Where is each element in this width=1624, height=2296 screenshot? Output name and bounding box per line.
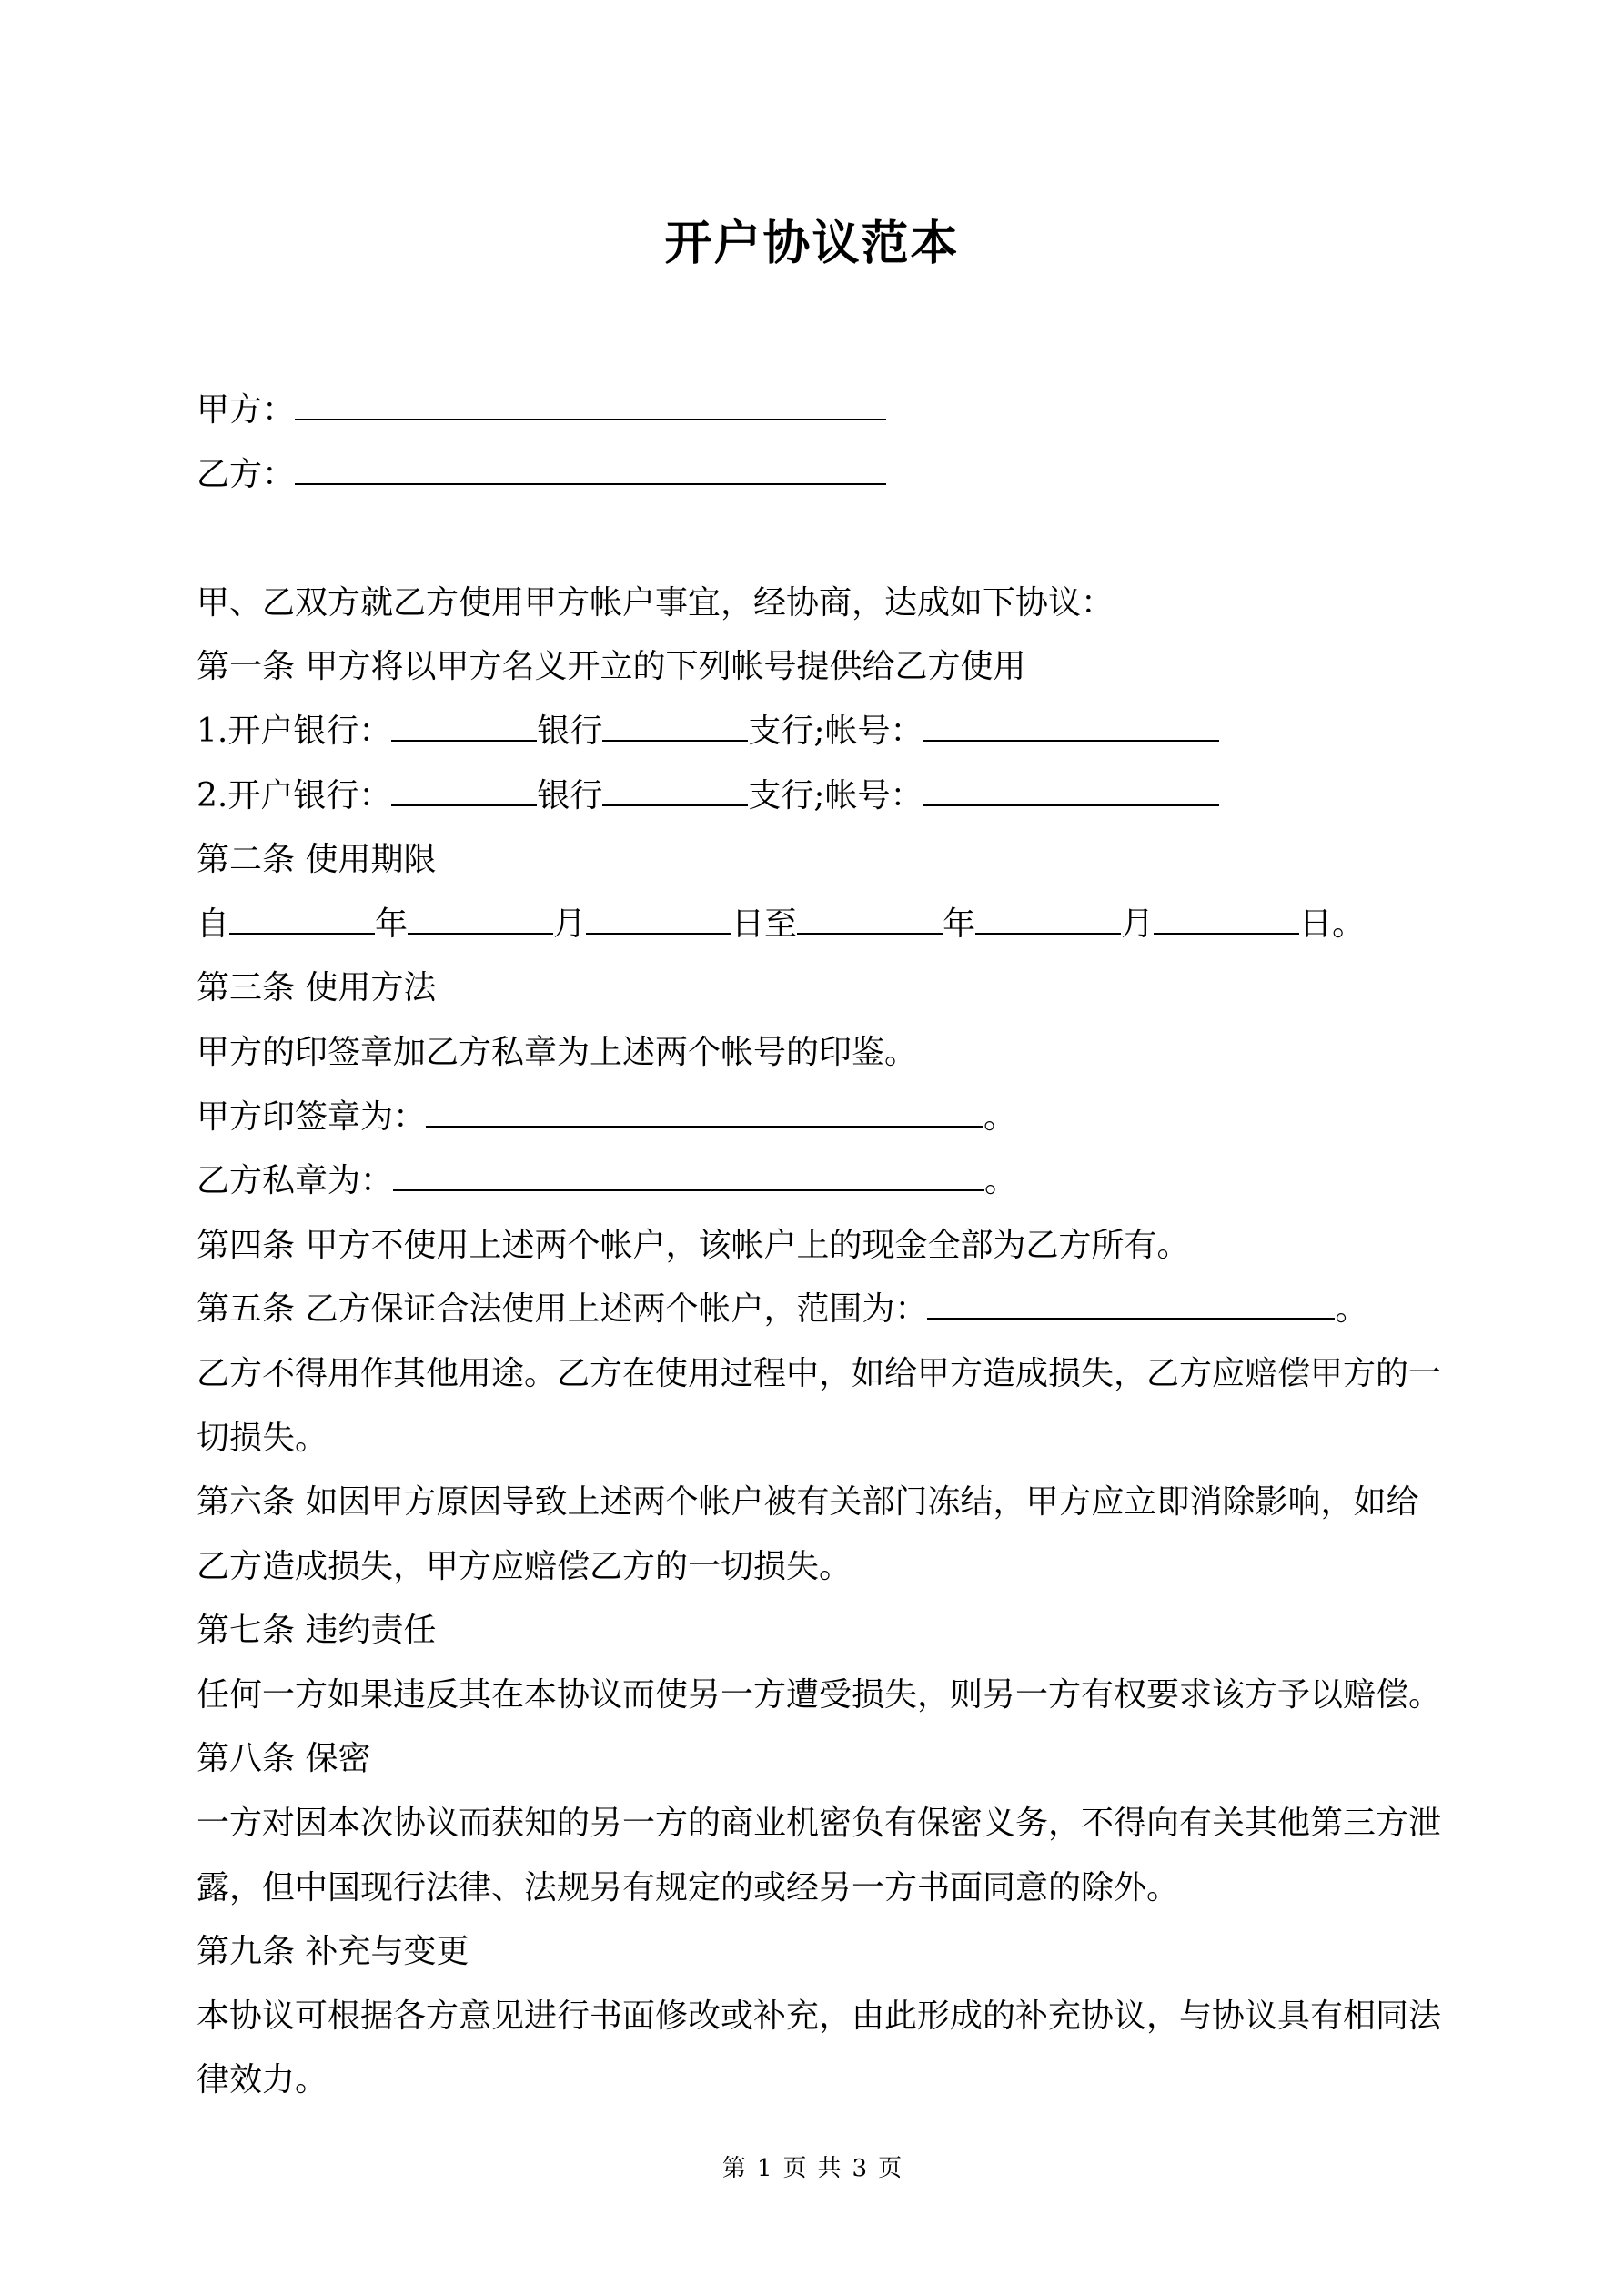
party-a-label: 甲方： [197, 391, 296, 429]
article-7-heading: 第七条 违约责任 [197, 1612, 437, 1650]
article-7-text: 任何一方如果违反其在本协议而使另一方遭受损失，则另一方有权要求该方予以赔偿。 [197, 1675, 1442, 1714]
start-day-blank[interactable] [586, 905, 731, 935]
end-day-blank[interactable] [1154, 905, 1299, 935]
article-9-text: 本协议可根据各方意见进行书面修改或补充，由此形成的补充协议，与协议具有相同法律效力。 [197, 1997, 1442, 2099]
month-label: 月 [1121, 905, 1155, 943]
seal-a-blank[interactable] [426, 1098, 983, 1128]
seal-a-label: 甲方印签章为： [197, 1097, 427, 1136]
end-month-blank[interactable] [975, 905, 1121, 935]
intro: 甲、乙双方就乙方使用甲方帐户事宜，经协商，达成如下协议： [197, 583, 1115, 622]
spacer [197, 507, 1445, 571]
account-row-2 [197, 764, 1445, 829]
party-b-blank[interactable] [295, 456, 886, 485]
bank-label: 银行 [537, 712, 603, 750]
current-page: 1 [756, 2155, 772, 2182]
from-label: 自 [197, 905, 230, 943]
account-blank[interactable] [923, 777, 1219, 806]
period: 。 [984, 1162, 1018, 1200]
start-month-blank[interactable] [408, 905, 553, 935]
account-row-1 [197, 700, 1445, 764]
period-line [197, 893, 1445, 957]
party-a-line [197, 379, 1445, 443]
seal-a-line [197, 1086, 1445, 1150]
branch-blank[interactable] [602, 777, 748, 806]
start-year-blank[interactable] [229, 905, 375, 935]
article-9-heading: 第九条 补充与变更 [197, 1933, 469, 1971]
article-5-text: 乙方不得用作其他用途。乙方在使用过程中，如给甲方造成损失，乙方应赔偿甲方的一切损失。 [197, 1354, 1442, 1457]
seal-b-label: 乙方私章为： [197, 1162, 394, 1200]
branch-account-label: 支行;帐号： [748, 776, 923, 814]
footer-text: 共 [817, 2155, 842, 2182]
document-body [197, 379, 1445, 2113]
year-label: 年 [375, 905, 409, 943]
year-label: 年 [943, 905, 976, 943]
bank-blank[interactable] [391, 777, 537, 806]
article-8-text: 一方对因本次协议而获知的另一方的商业机密负有保密义务，不得向有关其他第三方泄露，但中国现行法律、法规另有规定的或经另一方书面同意的除外。 [197, 1805, 1442, 1907]
footer-text: 页 [782, 2155, 807, 2182]
article-5-heading-line [197, 1278, 1445, 1342]
bank-blank[interactable] [391, 713, 537, 742]
period: 。 [983, 1097, 1017, 1136]
end-year-blank[interactable] [797, 905, 943, 935]
article-1-heading: 第一条 甲方将以甲方名义开立的下列帐号提供给乙方使用 [197, 648, 1026, 686]
month-label: 月 [553, 905, 587, 943]
party-b-line [197, 443, 1445, 508]
account-blank[interactable] [923, 713, 1219, 742]
scope-blank[interactable] [927, 1290, 1335, 1320]
branch-blank[interactable] [602, 713, 748, 742]
party-a-blank[interactable] [295, 391, 886, 420]
footer-text: 页 [878, 2155, 903, 2182]
article-3-text: 甲方的印签章加乙方私章为上述两个帐号的印鉴。 [197, 1033, 918, 1071]
article-3-heading: 第三条 使用方法 [197, 969, 437, 1007]
row-prefix: 1.开户银行： [197, 712, 392, 750]
bank-label: 银行 [537, 776, 603, 814]
article-6: 第六条 如因甲方原因导致上述两个帐户被有关部门冻结，甲方应立即消除影响，如给乙方造成损失，甲方应赔偿乙方的一切损失。 [197, 1483, 1419, 1585]
period: 。 [1335, 1290, 1368, 1329]
row-prefix: 2.开户银行： [197, 776, 392, 814]
page-footer [0, 2149, 1624, 2183]
branch-account-label: 支行;帐号： [748, 712, 923, 750]
article-5-heading: 第五条 乙方保证合法使用上述两个帐户，范围为： [197, 1290, 928, 1329]
day-end-label: 日。 [1299, 905, 1366, 943]
total-pages: 3 [852, 2155, 868, 2182]
article-2-heading: 第二条 使用期限 [197, 841, 437, 879]
seal-b-blank[interactable] [393, 1162, 984, 1191]
article-4: 第四条 甲方不使用上述两个帐户，该帐户上的现金全部为乙方所有。 [197, 1226, 1190, 1264]
party-b-label: 乙方： [197, 455, 296, 493]
document-title: 开户协议范本 [664, 216, 960, 271]
seal-b-line [197, 1149, 1445, 1214]
article-8-heading: 第八条 保密 [197, 1740, 371, 1778]
footer-text: 第 [721, 2155, 746, 2182]
day-to-label: 日至 [731, 905, 798, 943]
